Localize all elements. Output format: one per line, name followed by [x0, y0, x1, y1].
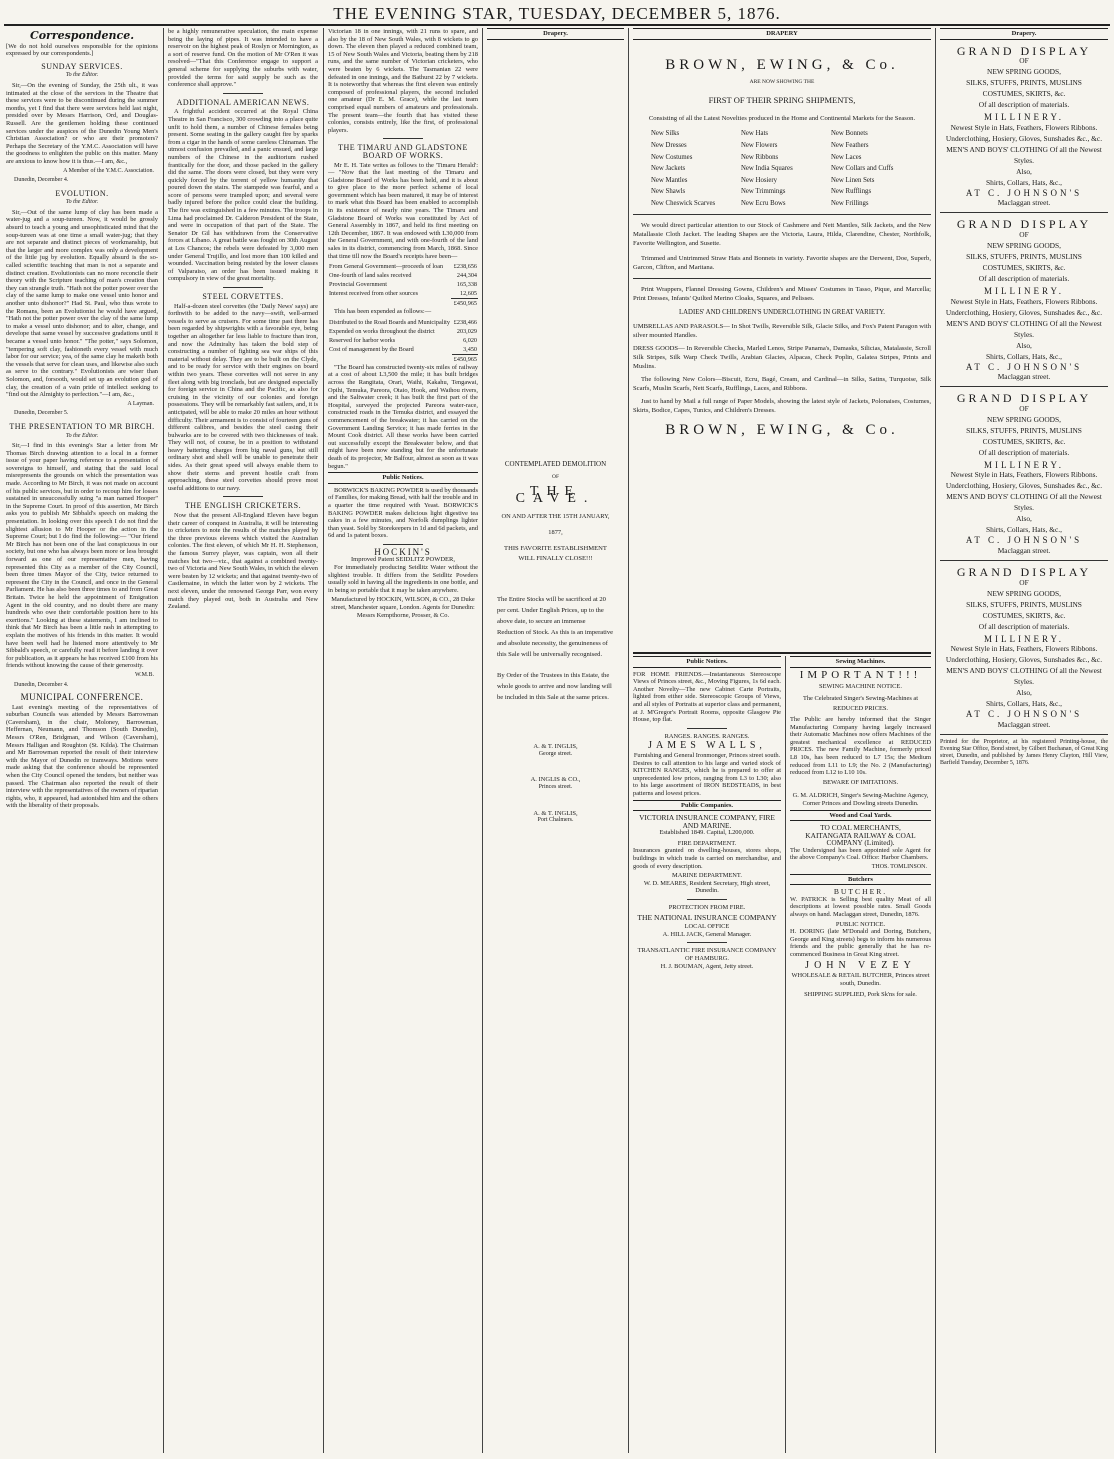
ad-line: SILKS, STUFFS, PRINTS, MUSLINS — [966, 78, 1082, 88]
ad-signature: THOS. TOMLINSON. — [871, 864, 927, 871]
article-title: THE ENGLISH CRICKETERS. — [184, 501, 302, 511]
article-body: Sir,—Out of the same lump of clay has been made a water-jug and a soup-tureen. Now, it would be grossly absurd to teach a young and unsophisticated mind that the soup-tureen was at one time a small water-jug; that they are not separate and distinct pieces of workmanship, but that the larger and more complex was only a development of the little jug by evolution. Equally absurd is the so-called scientific teaching that man is not a separate and distinct creation. Evolutionists can no more reconcile their theory with the Scripture teaching of man's creation than they can strangle truth. "Hath not the potter power over the clay of the same lump to make one vessel unto honor and another unto dishonor?" Had St. Paul, who thus wrote to the Romans, been an Evolutionist he would have argued, "Hath not the potter power over the clay of the same lump to make a vessel unto dishonor; and to alter, change, and develope that same vessel by successive gradations until it became a vessel unto honor." "The potter," says Solomon, "tempering soft clay, fashioneth every vessel with much labor for our service; yea, of the same clay he maketh both the vessels that serve for clean uses, and likewise also such as serve to the contrary." Evolutionists are wiser than Solomon, and, forsooth, would set up an evolution god of clay, the creation of a vain pride of intellect seeking to "find out the Almighty to perfection."—I am, &c., — [6, 208, 158, 399]
ad-subheading: ARE NOW SHOWING THE — [749, 79, 815, 86]
ad-line: Also, — [1016, 340, 1032, 350]
row-label: From General Government—proceeds of loan — [329, 263, 444, 271]
ad-line: Shirts, Collars, Hats, &c., — [986, 177, 1062, 187]
section-header: Wood and Coal Yards. — [790, 810, 931, 822]
article-body: Sir,—On the evening of Sunday, the 25th ult., it was intimated at the close of the services in the Theatre that these services were to be discontinued during the summer months, yet I find that there were services held last night, presided over by Messrs Harrison, Ord, and Douglas-Russell. Are the gentlemen holding these continued services under the auspices of the Dunedin Young Men's Christian Association? or who are their promoters? Perhaps the Secretary of the Y.M.C. Association will have the goodness to enlighten the public on this matter. Many are anxious to know how it is thus.—I am, &c., — [6, 81, 158, 165]
ad-body: The Undersigned has been appointed sole Agent for the above Company's Coal. Office: Harbor Chambers. — [790, 846, 931, 862]
section-header: Public Companies. — [633, 800, 781, 812]
firm-name: BROWN, EWING, & Co. — [665, 422, 899, 439]
goods-item: New Bonnets — [831, 130, 868, 138]
column-public-notices — [633, 656, 781, 1455]
ad-subtitle: Improved Patent SEIDLITZ POWDER, — [351, 556, 455, 564]
row-amount: 12,605 — [459, 290, 477, 298]
article-body: Sir,—I find in this evening's Star a letter from Mr Thomas Birch drawing attention to a local in a former issue of your paper having reference to a presentation of sovereigns to himself, and stating that the said local misrepresents the grounds on which the presentation was made. According to Mr Birch, it was not made on account of his public services, but in order to recoup him for losses sustained in unsuccessfully suing "a man named Hooper" in the Supreme Court. In proof of this assertion, Mr Birch asks you to publish Mr Sibbald's speech on making the presentation. In looking over this speech I do not find the slightest allusion to Mr Hooper or the action in the Supreme Court; but I do find the following:— "Our friend Mr Birch has not been one of the last conspicuous in our society, but one who has always been more or less brought forward as one of our representative men, having represented this City as a member of the City Council, been three times Mayor of the City, twice returned to represent the City in the Council, and once in the General Parliament. He has also been three times to and from Great Britain. Twice he held the appointment of Emigration Agent in the old country, and no doubt there are many hundreds who owe their comfortable position here to his exertions." Looking at these statements, I am inclined to think that Mr Birch has been a little rash in attempting to explain the motives of his friends in this matter. It would have been well had he listened more attentively to Mr Sibbald's speech, or carefully read it before landing it over for publication, as it appears he has received £100 from his friends without knowing the cause of their generosity. — [6, 442, 158, 670]
row-label — [328, 299, 451, 309]
column-news-2 — [328, 28, 478, 1455]
section-header: Public Notices. — [328, 472, 478, 484]
disclaimer: [We do not hold ourselves responsible for the opinions expressed by our correspondents.] — [6, 42, 158, 58]
section-header: Drapery. — [487, 28, 624, 40]
goods-item: New Trimmings — [741, 188, 786, 196]
row-amount: 3,450 — [463, 345, 477, 353]
goods-item: New Flowers — [741, 141, 778, 149]
goods-item: New India Squares — [741, 165, 793, 173]
goods-item: New Shawls — [651, 188, 686, 196]
ad-firm: A. INGLIS & CO., — [530, 776, 581, 784]
goods-item: New Silks — [651, 130, 680, 138]
divider — [687, 942, 727, 943]
table-row — [328, 262, 478, 271]
ad-line: Shirts, Collars, Hats, &c., — [986, 351, 1062, 361]
ad-of: OF — [1019, 403, 1029, 413]
signature: A Layman. — [127, 400, 154, 407]
article-title: SUNDAY SERVICES. — [41, 61, 123, 71]
column-news — [168, 28, 318, 1455]
ad-line: MEN'S AND BOYS' CLOTHING Of all the Newest Styles. — [946, 666, 1102, 687]
section-header: Drapery. — [940, 28, 1108, 40]
goods-item: New Collars and Cuffs — [831, 165, 894, 173]
goods-item: New Costumes — [651, 153, 693, 161]
row-amount: 203,029 — [456, 327, 477, 335]
article-title: THE TIMARU AND GLADSTONE BOARD OF WORKS. — [338, 143, 468, 160]
grand-display-ad — [940, 43, 1108, 214]
column-rule — [935, 28, 936, 1453]
ad-line: Underclothing, Hosiery, Gloves, Sunshades &c., &c. — [945, 655, 1103, 665]
ad-of: OF — [1019, 56, 1029, 66]
ad-firm: AT C. JOHNSON'S — [965, 535, 1083, 546]
ad-line: Of all description of materials. — [978, 100, 1070, 110]
goods-item: New Feathers — [831, 141, 869, 149]
ad-body: Insurances granted on dwelling-houses, stores shops, buildings in which trade is carried on merchandise, and goods of every description. — [633, 847, 781, 870]
ad-line: SILKS, STUFFS, PRINTS, MUSLINS — [966, 599, 1082, 609]
ad-paragraph: We would direct particular attention to our Stock of Cashmere and Nett Mantles, Silk Jackets, and the New Matallassie Cloth Jacket. The leading Shapes are the Victoria, Laura, Hilda, Clarendine, Chester, Northfolk, Favorite Wellington, and Susette. — [633, 221, 931, 247]
article-body: Victorian 18 in one innings, with 21 runs to spare, and also by the 18 of New South Wales, with 8 wickets to go down. The eleven then played a reduced combined team, 15 of New South Wales and Victoria, beating them by 218 runs, and the same number of Victorian cricketers, who were beaten by 6 wickets. The Tasmanian 22 were defeated in one innings, and the Bathurst 22 by 7 wickets. It is noteworthy that whereas the first eleven was entirely composed of professional players, the second included one amateur (Dr E. M. Grace), while the last team comprised equal numbers of amateurs and professionals. The present team—the fourth that has visited these colonies, consists entirely, like the first, of professional players. — [328, 28, 478, 134]
ad-line: NEW SPRING GOODS, — [987, 240, 1061, 250]
ad-heading: KAITANGATA RAILWAY & COAL COMPANY (Limited). — [805, 830, 916, 848]
row-label: Reserved for harbor works — [329, 336, 396, 344]
ad-heading: THE NATIONAL INSURANCE COMPANY — [637, 912, 777, 922]
ad-line: NEW SPRING GOODS, — [987, 414, 1061, 424]
ad-heading: VICTORIA INSURANCE COMPANY, FIRE AND MARINE. — [639, 813, 775, 830]
ad-line: Shirts, Collars, Hats, &c., — [986, 525, 1062, 535]
imprint: Printed for the Proprietor, at his registered Printing-house, the Evening Star Office, Bond street, by Gilbert Buchanan, of Great King street, Dunedin, and published by James Henry Clayton, Hill View, Barfield Tuesday, December 5, 1876. — [940, 738, 1108, 766]
ad-brown-ewing — [633, 28, 931, 648]
ad-line: Newest Style in Hats, Feathers, Flowers Ribbons. — [950, 470, 1098, 480]
article-title: MUNICIPAL CONFERENCE. — [20, 692, 144, 703]
row-amount: 6,020 — [463, 336, 477, 344]
row-amount: 244,304 — [456, 272, 477, 280]
article-body: A frightful accident occurred at the Royal China Theatre in San Francisco, 300 crowding into a place quite unfit to hold them, a number of Chinese females being present. Some seating in the gallery caught fire by sparks from a cigar in the hands of some careless Chinaman. The utmost confusion prevailed, and a panic ensued, and large numbers of the Chinese in the auditorium rushed frantically for the door, and those packed in the gallery did the same. The doors were closed, but they were very quickly forced by the torrent of yellow humanity that poured down the stairs. The stampede was fearful, and a score of persons were trampled upon; and several were badly injured before the police could clear the building. The fire was extinguished in a few minutes. The troops in Lima had proclaimed Dr. Calderon President of the State, and were in occupation of that part of the State. The Senator Dr Gil has withdrawn from the Conservative forces at Libano. A great battle was fought on 30th August at Los Chancos; the rebels were defeated by 3,000 men under General Trujillo, and lost more than 100 killed and wounded. Vaccination being resisted by the lower classes of Valparaiso, an order has been issued making it compulsory in view of the great mortality. — [168, 108, 318, 283]
article-title: EVOLUTION. — [55, 188, 109, 198]
dateline: Dunedin, December 4. — [14, 177, 69, 184]
ad-signature: A. HILL JACK, General Manager. — [662, 930, 752, 938]
article-body: Now that the present All-England Eleven have begun their career of conquest in Australia, it will be interesting to cricketers to note the results of the matches played by the three previous elevens which visited the Australian colonies. The first eleven, of which Mr H. H. Stephenson, the famous Surrey player, was captain, won all their matches but two—viz., that against a combined twenty-two of Victoria and New South Wales, in which the eleven were beaten by 12 wickets; and that against twenty-two of Castlemaine, in which the latter won by 2 wickets. The next eleven, under the renowned George Parr, won every match they played out, both in Australia and New Zealand. — [168, 512, 318, 611]
goods-item: New Mantles — [651, 176, 688, 184]
goods-item: New Ecru Bows — [741, 199, 786, 207]
grand-display-ad — [940, 391, 1108, 561]
row-label — [328, 354, 452, 364]
ad-maker: Manufactured by HOCKIN, WILSON, & CO., 28 Duke street, Manchester square, London. Agents for Dunedin: Messrs Kempthorne, Prosser, & Co. — [331, 596, 475, 619]
ad-firm: AT C. JOHNSON'S — [965, 187, 1083, 198]
goods-item: New Frillings — [831, 199, 869, 207]
ad-body: W. PATRICK is Selling best quality Meat of all descriptions at lowest possible rates. Small Goods always on hand. Maclaggan street, Dunedin, 1876. — [790, 895, 931, 919]
article-title: ADDITIONAL AMERICAN NEWS. — [176, 97, 310, 107]
ad-cave-title: THE CAVE. — [515, 483, 596, 507]
ad-year: 1877, — [548, 528, 563, 536]
ad-firm: A. & T. INGLIS, — [533, 743, 578, 751]
ad-title: GRAND DISPLAY — [956, 217, 1092, 232]
article-body: be a highly remunerative speculation, the main expense being the laying of pipes. It was intended to have a reservoir on the highest peak of Roslyn or Mornington, as a sort of reserve fund. On the motion of Mr O'Ren it was resolved—"That this Conference engage to support a general scheme for supplying the suburbs with water, provided the terms for said supply be such as the conference shall approve." — [168, 28, 318, 89]
goods-list — [651, 130, 913, 207]
column-correspondence — [6, 28, 158, 1455]
ad-line: Underclothing, Hosiery, Gloves, Sunshades &c., &c. — [945, 307, 1103, 317]
row-amount: £238,656 — [453, 263, 477, 271]
article-title: THE PRESENTATION TO MR BIRCH. — [9, 421, 155, 431]
signature: A Member of the Y.M.C. Association. — [63, 167, 154, 174]
table-row — [328, 271, 478, 280]
ad-line: COSTUMES, SKIRTS, &c. — [982, 436, 1066, 446]
ad-line: COSTUMES, SKIRTS, &c. — [982, 89, 1066, 99]
ad-street: Maclaggan street. — [997, 719, 1051, 729]
ad-body: The Public are hereby informed that the Singer Manufacturing Company having largely increased their Automatic Machines now offers Machines of the greatest mechanical excellence at REDUCED PRICES. The new Family Machine, formerly priced L8 10s, has been reduced to L7 15s; the Medium reduced from L11 to L9; the No. 2 (Manufacturing) reduced from L12 to L10 10s. — [790, 715, 931, 777]
goods-item: New Rufflings — [831, 188, 872, 196]
ad-subheading: SHIPPING SUPPLIED, Pork Sk'ns for sale. — [804, 991, 917, 999]
signature: W.M.B. — [135, 671, 154, 678]
to-editor: To the Editor. — [65, 72, 99, 79]
ad-subheading: The Celebrated Singer's Sewing-Machines at — [802, 694, 919, 702]
row-amount: £450,965 — [451, 299, 478, 309]
spacer — [487, 43, 624, 461]
row-label: Distributed to the Road Boards and Municipality — [329, 318, 450, 326]
ad-heading: RANGES. RANGES. RANGES. — [664, 732, 750, 740]
ad-trustees: By Order of the Trustees in this Estate, the whole goods to arrive and now landing will be included in this Sale at the same prices. — [497, 672, 612, 702]
expended-table — [328, 318, 478, 364]
ad-line: Also, — [1016, 514, 1032, 524]
ad-line: MEN'S AND BOYS' CLOTHING Of all the Newest Styles. — [946, 318, 1102, 339]
divider — [687, 728, 727, 729]
ad-line: SILKS, STUFFS, PRINTS, MUSLINS — [966, 425, 1082, 435]
divider — [687, 899, 727, 900]
ad-body: H. DORING (late M'Donald and Doring, Butchers, George and King streets) begs to inform his numerous friends and the public generally that he has re-commenced Business in Great King street. — [790, 928, 931, 958]
ad-title: GRAND DISPLAY — [956, 43, 1092, 58]
ad-line: Underclothing, Hosiery, Gloves, Sunshades &c., &c. — [945, 133, 1103, 143]
ad-title: HOCKIN'S — [374, 546, 432, 557]
section-heading: Correspondence. — [29, 29, 135, 42]
ad-line: Also, — [1016, 688, 1032, 698]
ad-body: The Entire Stocks will be sacrificed at 20 per cent. Under English Prices, up to the above date, to secure an immense Reduction of Stock. As this is an imperative and absolute necessity, the genuineness of this Sale will be universally recognised. — [497, 596, 614, 659]
ad-line: Of all description of materials. — [978, 273, 1070, 283]
ad-title: GRAND DISPLAY — [956, 391, 1092, 406]
column-rule — [785, 656, 786, 1453]
ad-subheading: Established 1849. Capital, L200,000. — [659, 829, 755, 837]
section-header: Public Notices. — [633, 656, 781, 668]
ad-heading: IMPORTANT!!! — [799, 668, 922, 681]
ad-line: Of all description of materials. — [978, 621, 1070, 631]
goods-item: New Jackets — [651, 165, 686, 173]
table-row — [328, 289, 478, 299]
row-label: Provincial Government — [329, 281, 387, 289]
ad-body: Desires to call attention to his large and varied stock of KITCHEN RANGES, which he is prepared to offer at unprecedented low prices, ranging from L3 to L30; also to his large assortment of IRON BEDSTEADS, in best patterns and lowest prices. — [633, 759, 781, 797]
masthead-rule — [4, 24, 1110, 26]
ad-heading: PROTECTION FROM FIRE. — [668, 904, 746, 912]
ad-paragraph: Trimmed and Untrimmed Straw Hats and Bonnets in variety. Favorite shapes are the Derwent, Doe, Superb, Garcon, Clifton, and Maritana. — [633, 254, 931, 271]
ad-street: Maclaggan street. — [997, 372, 1051, 382]
ad-heading: FIRE DEPARTMENT. — [677, 839, 737, 847]
ad-line: Underclothing, Hosiery, Gloves, Sunshades &c., &c. — [945, 481, 1103, 491]
article-body: This has been expended as follows:— — [334, 308, 432, 316]
receipts-table — [328, 262, 478, 308]
table-row — [328, 327, 478, 336]
to-editor: To the Editor. — [65, 199, 99, 206]
ad-subheading: SEWING MACHINE NOTICE. — [819, 683, 902, 691]
ad-closing: THIS FAVORITE ESTABLISHMENT WILL FINALLY CLOSE!!! — [504, 545, 607, 563]
goods-item: New Hats — [741, 130, 768, 138]
ad-paragraph: Just to hand by Mail a full range of Paper Models, showing the latest style of Jackets, Polonaises, Costumes, Skirts, Bodice, Capes, Tunics, and Children's Dresses. — [633, 398, 931, 415]
article-body: "The Board has constructed twenty-six miles of railway at a cost of about L3,500 the mile; it has built bridges across the Rangitata, Orari, Waihi, Kakahu, Tengawai, Opihi, Temuka, Pareora, Otaio, Hook, and Waihou rivers, and the Saltwater creek; it has built the first part of the Hospital, surveyed the projected Pareora water-race, constructed roads in the Temuka district, and essayed the commencement of the breakwater; it has carried on the Government Landing Service; it has made ferries in the Mount Cook district. All these works have been carried out successfully except the Breakwater below, and that might have been now standing but for the unfortunate death of its projector, Mr Balfour, almost as soon as it was begun." — [328, 363, 478, 470]
ad-firm: AT C. JOHNSON'S — [965, 709, 1083, 720]
ad-firm: A. & T. INGLIS, — [533, 809, 578, 817]
ad-subheading: REDUCED PRICES. — [832, 705, 889, 713]
ad-street: Port Chalmers. — [537, 817, 574, 824]
column-rule — [163, 28, 164, 1453]
goods-item: New Ribbons — [741, 153, 779, 161]
column-grand-display — [940, 28, 1108, 1455]
divider — [223, 496, 263, 497]
column-rule — [628, 28, 629, 1453]
ad-line: COSTUMES, SKIRTS, &c. — [982, 610, 1066, 620]
ad-of: OF — [1019, 229, 1029, 239]
ad-paragraph: Print Wrappers, Flannel Dressing Gowns, Children's and Misses' Costumes in Tasso, Pique, and Marcella; Print Dresses, Infants' Quilted Merino Cloaks, Squares, and Pelisses. — [633, 285, 931, 302]
row-label: One-fourth of land sales received — [329, 272, 412, 280]
ad-body: Consisting of all the Latest Novelties produced in the Home and Continental Markets for the Season. — [648, 115, 916, 123]
ad-heading: CONTEMPLATED DEMOLITION — [504, 459, 607, 468]
divider — [223, 287, 263, 288]
section-header: Sewing Machines. — [790, 656, 931, 668]
column-drapery-cave — [487, 28, 624, 1455]
ad-borwick: BORWICK'S BAKING POWDER is used by thousands of Families, for making Bread, with half the trouble and in a quarter the time required with Yeast. BORWICK'S BAKING POWDER makes delicious light digestive tea cakes in a few minutes, and Norfolk dumplings lighter than yeast. Sold by Storekeepers in 1d and 6d packets, and 6d and 1s patent boxes. — [328, 486, 478, 540]
ad-paragraph: UMBRELLAS AND PARASOLS— In Shot Twills, Reversible Silk, Glacie Silks, and Fox's Patent Paragon with silver mounted Handles. — [633, 323, 931, 340]
ad-street: Maclaggan street. — [997, 198, 1051, 208]
ad-line: Newest Style in Hats, Feathers, Flowers Ribbons. — [950, 296, 1098, 306]
ad-line: Newest Style in Hats, Feathers, Flowers Ribbons. — [950, 122, 1098, 132]
ad-heading: PUBLIC NOTICE. — [835, 920, 886, 928]
article-title: STEEL CORVETTES. — [202, 292, 284, 301]
goods-item: New Cheswick Scarves — [651, 199, 716, 207]
column-rule — [482, 28, 483, 1453]
row-label: Cost of management by the Board — [329, 346, 414, 354]
divider — [383, 544, 423, 545]
row-amount: 165,338 — [456, 281, 477, 289]
section-header: DRAPERY — [633, 28, 931, 40]
article-body: Mr E. H. Tate writes as follows to the 'Timaru Herald':— "Now that the last meeting of the Timaru and Gladstone Board of Works has been held, and it is about to give place to the more perfect scheme of local government which has been matured, it may be of interest to mark what this Board has been enabled to accomplish in its existence of nearly nine years. The Timaru and Gladstone Board of Works was constituted by Act of General Assembly in 1867, and held its first meeting on 12th December, 1867. It was endowed with L30,000 from the General Government, and with one-fourth of the land sales in its district, commencing from March, 1868. Since that time till now the Board's receipts have been— — [328, 161, 478, 260]
ad-street: Princes street. — [538, 783, 573, 790]
grand-display-ad — [940, 564, 1108, 735]
ad-millinery: MILLINERY. — [983, 112, 1065, 123]
ad-line: MEN'S AND BOYS' CLOTHING Of all the Newest Styles. — [946, 492, 1102, 513]
goods-item: New Linen Sets — [831, 176, 875, 184]
ad-paragraph: DRESS GOODS— In Reversible Checks, Marled Lenos, Stripe Panama's, Damasks, Silicias, Matalassie, Scroll Silk Stripes, Silk Warp Check Twills, Arabian Glacies, Alpacas, Check Poplin, Galatea Stripes, Prints and Muslins. — [633, 345, 931, 371]
ad-heading: BUTCHER. — [833, 887, 888, 897]
divider — [633, 652, 931, 654]
ad-street: George street. — [538, 750, 573, 757]
ad-body: For immediately producing Seidlitz Water without the slightest trouble. It differs from the Seidlitz Powders usually sold in having all the ingredients in one bottle, and in being so portable that it may be taken anywhere. — [328, 564, 478, 594]
ad-signature: G. M. ALDRICH, Singer's Sewing-Machine Agency, Corner Princes and Dowling streets Dunedin. — [792, 792, 929, 807]
ad-line: Also, — [1016, 166, 1032, 176]
section-header: Butchers — [790, 874, 931, 886]
table-row — [328, 280, 478, 289]
table-row — [328, 345, 478, 355]
ad-paragraph: LADIES' AND CHILDREN'S UNDERCLOTHING IN GREAT VARIETY. — [678, 308, 886, 316]
goods-item: New Dresses — [651, 141, 687, 149]
ad-body: FOR HOME FRIENDS.—Instantaneous Stereoscope Views of Princes street, &c., Moving Figures, 1s 6d each. Another Novelty—The new Cabinet Carte Portraits, lighted from either side. Stereoscopic Groups of Views, and all styles of Portraits at superior class and permanent, at J. M'Gregor's Portrait Rooms, opposite Glasgow Pie House, top flat. — [633, 670, 781, 724]
to-editor: To the Editor. — [65, 432, 99, 439]
ad-subheading: WHOLESALE & RETAIL BUTCHER, Princes street south, Dunedin. — [791, 972, 930, 987]
ad-line: COSTUMES, SKIRTS, &c. — [982, 262, 1066, 272]
ad-line: Newest Style in Hats, Feathers, Flowers Ribbons. — [950, 644, 1098, 654]
row-amount: £450,965 — [453, 355, 477, 363]
table-row — [328, 299, 478, 309]
divider — [633, 214, 931, 215]
column-sewing-machines — [790, 656, 931, 1455]
ad-line: MEN'S AND BOYS' CLOTHING Of all the Newest Styles. — [946, 144, 1102, 165]
ad-date: ON AND AFTER THE 15TH JANUARY, — [501, 512, 610, 520]
table-row — [328, 336, 478, 345]
table-row — [328, 354, 478, 364]
masthead: THE EVENING STAR, TUESDAY, DECEMBER 5, 1876. — [333, 4, 781, 23]
ad-paragraph: The following New Colors—Biscuit, Ecru, Bagé, Cream, and Cardinal—in Silks, Satins, Turquoise, Silk Scarfs, Muslin Scarfs, Nett Scarfs, Rufflings, Laces, and Ribbons. — [633, 376, 931, 393]
ad-signature: W. D. MEARES, Resident Secretary, High street, Dunedin. — [643, 879, 771, 895]
firm-name: BROWN, EWING, & Co. — [665, 56, 899, 73]
dateline: Dunedin, December 4. — [14, 681, 69, 688]
ad-signature: H. J. BOUMAN, Agent, Jetty street. — [660, 962, 754, 970]
goods-item: New Hosiery — [741, 176, 778, 184]
ad-line: Of all description of materials. — [978, 447, 1070, 457]
ad-of: OF — [551, 474, 560, 481]
article-body: Last evening's meeting of the representatives of suburban Councils was attended by Messrs Barrowman (Caversham), in the chair, Moloney, Barrowman, Heffernan, Neumann, and Thomson (South Dunedin), Messrs O'Ren, Bridgman, and Wilson (Caversham), Messrs Halligan and Roughton (St. Kilda). The Chairman and Mr Barrowman reported the result of their interview with the Mayor of Dunedin re tramways. Motions were made asking that the conference should be represented when the City Council opened the tenders, but neither was passed. The Chairman also reported the result of their interview with the representatives of the owners of riparian rights, who, it appeared, had astonished him and the others with the liberality of their proposals. — [6, 703, 158, 810]
ad-of: OF — [1019, 577, 1029, 587]
divider — [223, 93, 263, 94]
ad-heading: FIRST OF THEIR SPRING SHIPMENTS, — [708, 94, 856, 105]
display-ads — [940, 43, 1108, 735]
ad-line: SILKS, STUFFS, PRINTS, MUSLINS — [966, 251, 1082, 261]
ad-heading: TRANSATLANTIC FIRE INSURANCE COMPANY OF HAMBURG. — [637, 947, 777, 962]
ad-millinery: MILLINERY. — [983, 285, 1065, 296]
ad-heading: MARINE DEPARTMENT. — [672, 872, 742, 880]
ad-subheading: BEWARE OF IMITATIONS. — [822, 778, 899, 786]
ad-subheading: LOCAL OFFICE — [684, 923, 730, 931]
table-row — [328, 318, 478, 327]
grand-display-ad — [940, 217, 1108, 387]
divider — [383, 138, 423, 139]
ad-heading: TO COAL MERCHANTS, — [820, 823, 901, 833]
ad-street: Maclaggan street. — [997, 545, 1051, 555]
ad-firm: AT C. JOHNSON'S — [965, 361, 1083, 372]
article-body: Half-a-dozen steel corvettes (the 'Daily News' says) are forthwith to be added to the navy—swift, well-armed vessels to serve as cruisers. For some time past there has been regarded by shipwrights with a favorable eye, being together an altogether far less liable to fracture than iron, and now the Admiralty has taken the bold step of constructing a number of fighting sea war ships of this material without delay. They are to be built on the Clyde, and to be ready for service with their engines on board within two years. These corvettes will not serve in any fleet along with big ironclads, but are designed especially for foreign service in China and the Pacific, as also for cruising in the vicinity of our colonies and foreign possessions. They will be remarkably fast sailers, and, it is anticipated, will be able to make 20 miles an hour without difficulty. Their armament is to consist of fourteen guns of different calibres, and besides the steel casing their bulwarks are to be covered with two thicknesses of teak. They will not, of course, be in a position to withstand heavy battering charges from big naval guns, but still ordinary shot and shell will be unable to penetrate their sides. As their great speed will always enable them to show their sterns and prevent hostile craft from approaching, these steel corvettes should prove most useful additions to our navy. — [168, 302, 318, 492]
ad-line: NEW SPRING GOODS, — [987, 588, 1061, 598]
column-rule — [323, 28, 324, 1453]
dateline: Dunedin, December 5. — [14, 410, 69, 417]
ad-line: Shirts, Collars, Hats, &c., — [986, 699, 1062, 709]
row-label: Expended on works throughout the district — [329, 327, 435, 335]
ad-millinery: MILLINERY. — [983, 633, 1065, 644]
ad-subheading: Furnishing and General Ironmonger, Princes street south. — [633, 751, 781, 759]
row-label: Interest received from other sources — [329, 290, 418, 298]
ad-firm: JOHN VEZEY — [805, 959, 916, 971]
ad-millinery: MILLINERY. — [983, 459, 1065, 470]
ad-line: NEW SPRING GOODS, — [987, 67, 1061, 77]
divider — [633, 278, 931, 279]
ad-title: GRAND DISPLAY — [956, 564, 1092, 579]
goods-item: New Laces — [831, 153, 862, 161]
row-amount: £238,466 — [453, 318, 477, 326]
ad-firm: JAMES WALLS, — [648, 740, 766, 752]
